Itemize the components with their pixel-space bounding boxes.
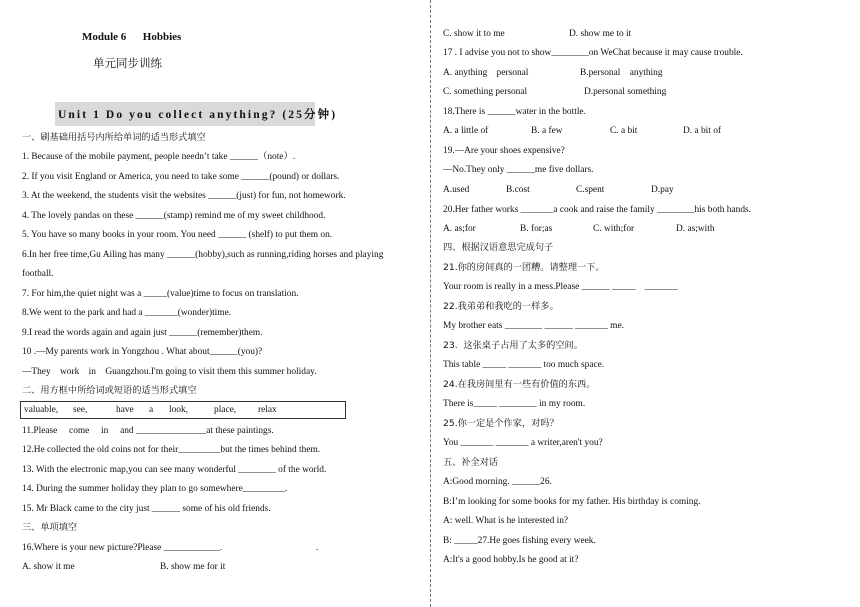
word-box-item: place, <box>214 405 237 415</box>
question-3: 3. At the weekend, the students visit the websites ______(just) for fun, not homework. <box>22 191 346 201</box>
question-22: 22.我弟弟和我吃的一样多。 <box>443 301 559 312</box>
question-19-option-b: B.cost <box>506 185 530 195</box>
question-18-option-d: D. a bit of <box>683 126 722 136</box>
unit-heading-text: Unit 1 Do you collect anything? (25分钟) <box>58 109 338 121</box>
question-5: 5. You have so many books in your room. You need ______ (shelf) to put them on. <box>22 230 333 240</box>
question-25: 25.你一定是个作家，对吗？ <box>443 418 559 429</box>
question-2: 2. If you visit England or America, you need to take some ______(pound) or dollars. <box>22 172 340 182</box>
question-14: 14. During the summer holiday they plan to go somewhere_________. <box>22 484 288 494</box>
question-24-sentence: There is_____ ________ in my room. <box>443 399 586 409</box>
section-2-heading: 二、用方框中所给词或短语的适当形式填空 <box>22 385 197 396</box>
question-23: 23. 这张桌子占用了太多的空间。 <box>443 340 583 351</box>
section-5-heading: 五、补全对话 <box>443 457 499 468</box>
question-16-option-b: B. show me for it <box>160 562 226 572</box>
question-17: 17 . I advise you not to show________on WeChat because it may cause trouble. <box>443 48 743 58</box>
module-title: Module 6 Hobbies <box>82 31 182 43</box>
question-18-option-c: C. a bit <box>610 126 638 136</box>
question-6-line2: football. <box>22 269 54 279</box>
section-1-heading: 一、刷基础用括号内所给单词的适当形式填空 <box>22 132 206 143</box>
question-23-sentence: This table _____ _______ too much space. <box>443 360 605 370</box>
question-20: 20.Her father works _______a cook and raise the family ________his both hands. <box>443 205 752 215</box>
question-1: 1. Because of the mobile payment, people needn’t take ______（note）. <box>22 152 296 162</box>
question-19-option-d: D.pay <box>651 185 674 195</box>
question-12: 12.He collected the old coins not for their_________but the times behind them. <box>22 445 321 455</box>
word-box-item: relax <box>258 405 277 415</box>
word-box-item: look, <box>169 405 189 415</box>
question-17-option-b: B.personal anything <box>580 68 663 78</box>
question-19-option-c: C.spent <box>576 185 605 195</box>
unit-heading <box>55 102 338 126</box>
word-box-item: have <box>116 405 134 415</box>
question-16: 16.Where is your new picture?Please ____________. <box>22 543 223 553</box>
question-4: 4. The lovely pandas on these ______(stamp) remind me of my sweet childhood. <box>22 211 326 221</box>
question-18-option-b: B. a few <box>531 126 563 136</box>
section-3-heading: 三、单项填空 <box>22 522 78 533</box>
question-20-option-c: C. with;for <box>593 224 635 234</box>
column-divider <box>430 0 432 607</box>
section-4-heading: 四、根据汉语意思完成句子 <box>443 242 554 253</box>
question-17-option-a: A. anything personal <box>443 68 529 78</box>
dialogue-line-2: B:I’m looking for some books for my father. His birthday is coming. <box>443 497 701 507</box>
question-24: 24.在我房间里有一些有价值的东西。 <box>443 379 596 390</box>
question-17-option-d: D.personal something <box>584 87 667 97</box>
question-19-option-a: A.used <box>443 185 470 195</box>
word-box-item: a <box>149 405 154 415</box>
question-17-option-c: C. something personal <box>443 87 528 97</box>
question-19-reply: —No.They only ______me five dollars. <box>443 165 594 175</box>
question-20-option-b: B. for;as <box>520 224 553 234</box>
question-10-line1: 10 .—My parents work in Yongzhou . What about______(you)? <box>22 347 263 357</box>
question-16-option-d: D. show me to it <box>569 29 632 39</box>
word-box <box>20 401 346 419</box>
question-10-line2: —They work in Guangzhou.I'm going to visit them this summer holiday. <box>22 367 317 377</box>
question-13: 13. With the electronic map,you can see many wonderful ________ of the world. <box>22 465 327 475</box>
question-19: 19.—Are your shoes expensive? <box>443 146 565 156</box>
question-18: 18.There is ______water in the bottle. <box>443 107 586 117</box>
page-subtitle: 单元同步训练 <box>93 56 162 70</box>
dialogue-line-3: A: well. What is he interested in? <box>443 516 569 526</box>
question-21: 21.你的房间真的一团糟。请整理一下。 <box>443 262 605 273</box>
question-8: 8.We went to the park and had a _______(wonder)time. <box>22 308 232 318</box>
question-6-line1: 6.In her free time,Gu Ailing has many ______(hobby),such as running,riding horses and playing <box>22 250 384 260</box>
question-16-option-a: A. show it me <box>22 562 75 572</box>
word-box-item: valuable, <box>24 405 59 415</box>
dialogue-line-4: B: _____27.He goes fishing every week. <box>443 536 596 546</box>
question-20-option-d: D. as;with <box>676 224 715 234</box>
question-16-option-c: C. show it to me <box>443 29 505 39</box>
dialogue-line-5: A:It's a good hobby.Is he good at it? <box>443 555 579 565</box>
question-25-sentence: You _______ _______ a writer,aren't you? <box>443 438 603 448</box>
question-11: 11.Please come in and _______________at these paintings. <box>22 426 274 436</box>
question-7: 7. For him,the quiet night was a _____(value)time to focus on translation. <box>22 289 299 299</box>
question-21-sentence: Your room is really in a mess.Please ______ _____ _______ <box>443 282 678 292</box>
question-20-option-a: A. as;for <box>443 224 476 234</box>
question-22-sentence: My brother eats ________ ______ _______ me. <box>443 321 624 331</box>
word-box-item: see, <box>73 405 88 415</box>
question-16-trailing-dot: . <box>316 543 319 553</box>
question-18-option-a: A. a little of <box>443 126 489 136</box>
question-15: 15. Mr Black came to the city just ______ some of his old friends. <box>22 504 271 514</box>
question-9: 9.I read the words again and again just ______(remember)them. <box>22 328 263 338</box>
dialogue-line-1: A:Good morning. ______26. <box>443 477 552 487</box>
